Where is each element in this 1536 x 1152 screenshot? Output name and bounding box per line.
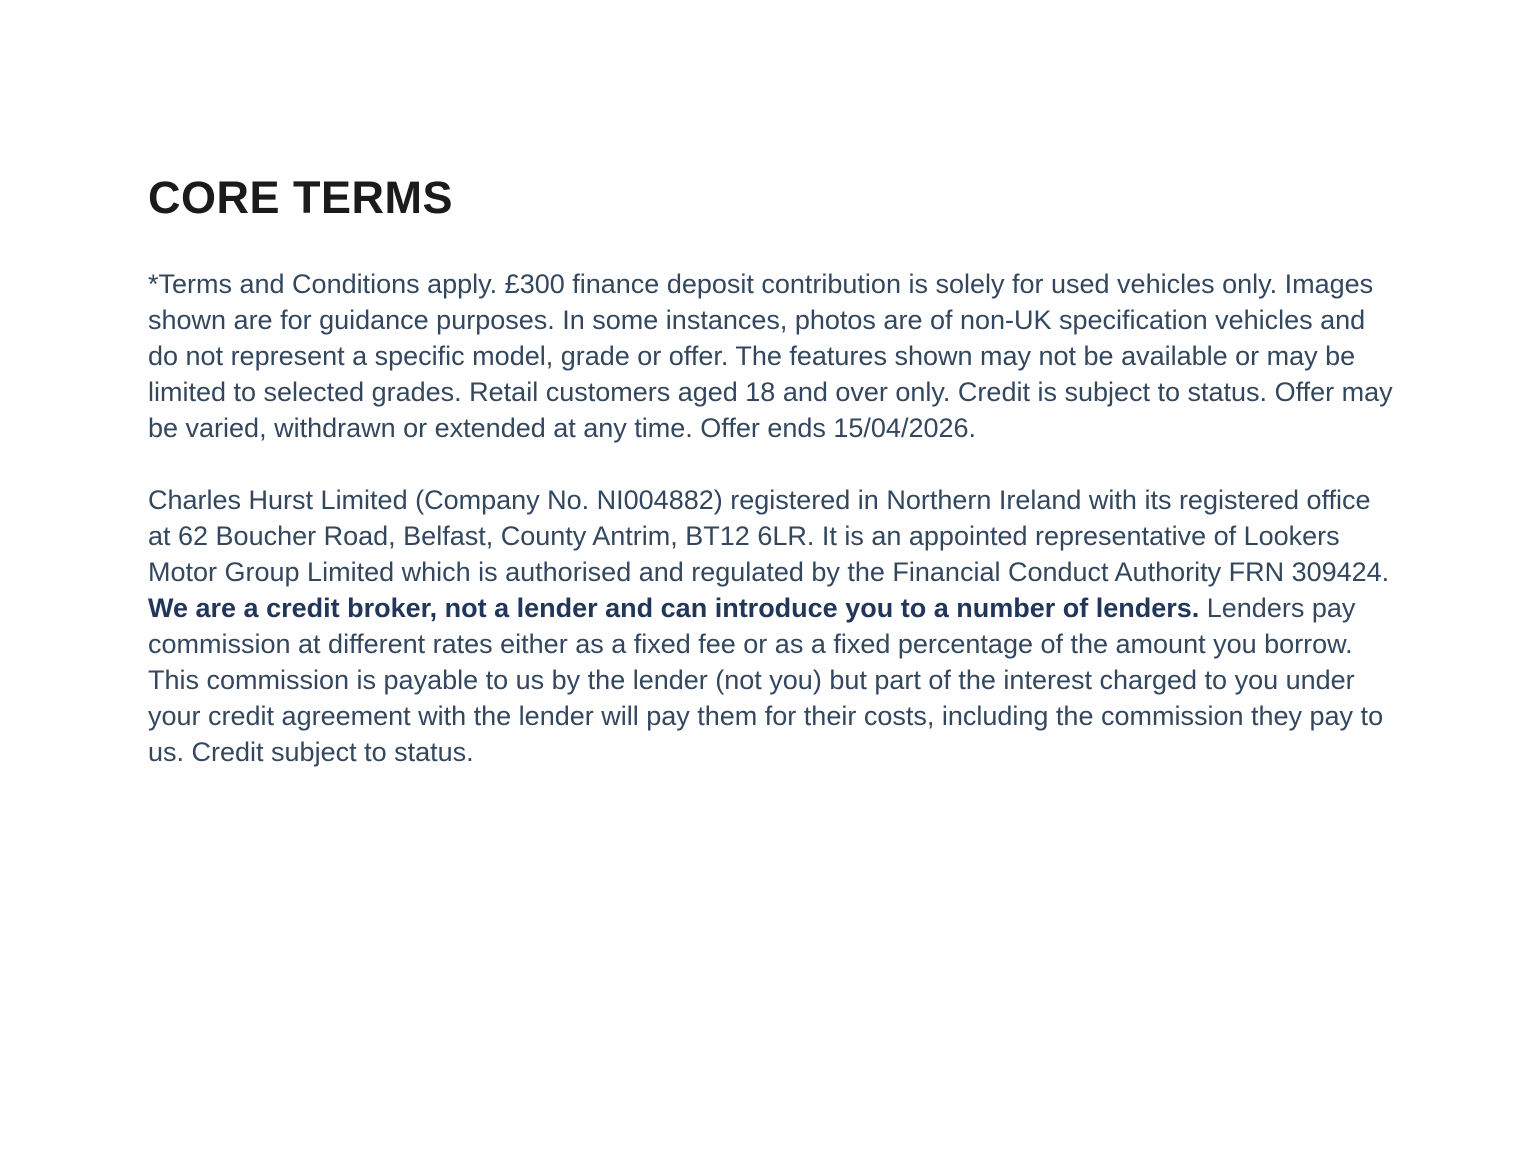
page-title: CORE TERMS xyxy=(148,172,454,223)
commission-details-text: Lenders pay commission at different rates either as a fixed fee or as a fixed percentage of the amount you borrow. This commission is payable to us by the lender (not you) but part of the interest charged to you under your credit agreement with the lender will pay them for their costs, including the commission they pay to us. Credit subject to status. xyxy=(148,593,1391,767)
company-details-text: Charles Hurst Limited (Company No. NI004882) registered in Northern Ireland with its registered office at 62 Boucher Road, Belfast, County Antrim, BT12 6LR. It is an appointed representative of Lookers Motor Group Limited which is authorised and regulated by the Financial Conduct Authority FRN 309424. xyxy=(148,485,1405,587)
terms-paragraph-offer: *Terms and Conditions apply. £300 finance deposit contribution is solely for used vehicles only. Images shown are for guidance purposes. In some instances, photos are of non-UK specification vehicles and do not represent a specific model, grade or offer. The features shown may not be available or may be limited to selected grades. Retail customers aged 18 and over only. Credit is subject to status. Offer may be varied, withdrawn or extended at any time. Offer ends 15/04/2026. xyxy=(148,269,1401,443)
terms-content xyxy=(148,172,1405,806)
terms-paragraph-company xyxy=(148,482,1405,770)
credit-broker-bold-text: We are a credit broker, not a lender and can introduce you to a number of lenders. xyxy=(148,593,1200,623)
